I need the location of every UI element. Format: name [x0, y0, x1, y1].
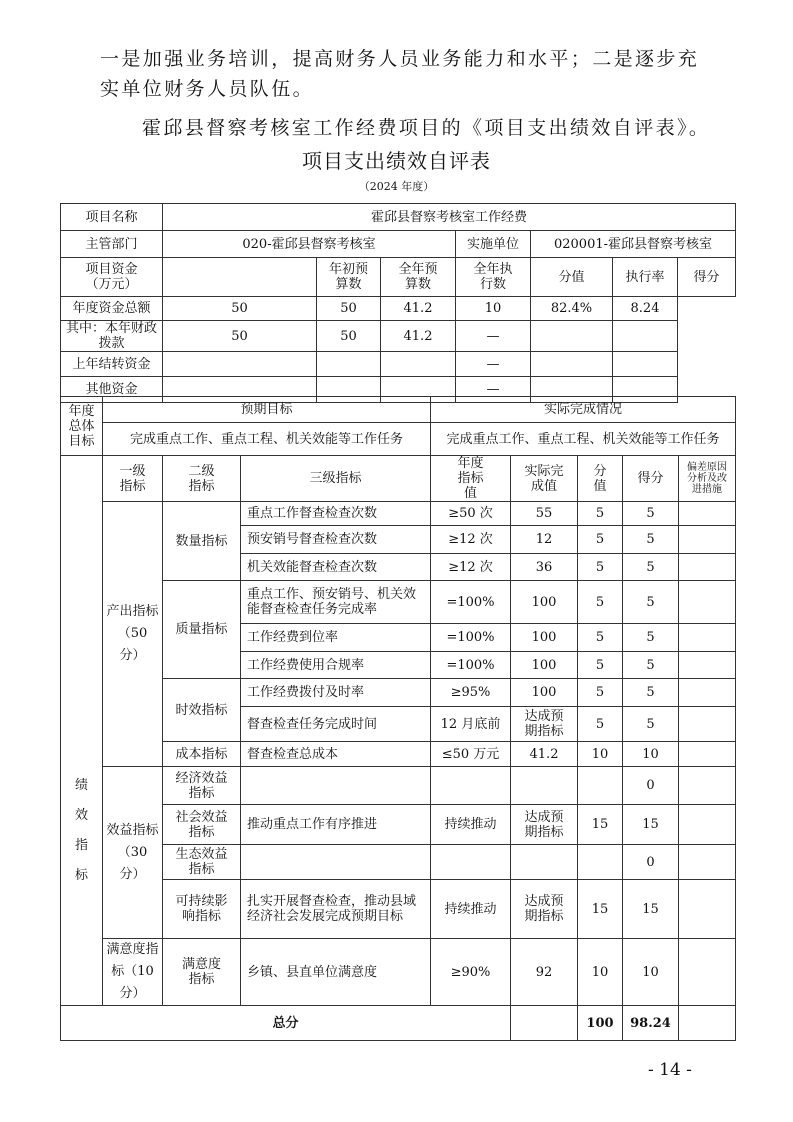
got-score: 0: [623, 845, 679, 880]
funds-header-text: 年初预算数: [328, 262, 368, 292]
target-value: ≥90%: [431, 939, 511, 1006]
level2-indicator: [163, 939, 241, 1006]
target-value: 持续推动: [431, 880, 511, 939]
actual-value-text: 100: [531, 594, 557, 610]
funds-header-blank: [163, 258, 317, 297]
score-value: [578, 845, 623, 880]
got-score: 5: [623, 624, 679, 652]
deviation-note: [679, 845, 736, 880]
indicator-row: [61, 742, 736, 767]
funds-header: 分值: [531, 258, 613, 297]
level2-indicator: [163, 880, 241, 939]
level2-indicator: [163, 805, 241, 845]
level3-indicator: 工作经费拨付及时率: [241, 679, 431, 707]
level3-indicator: 乡镇、县直单位满意度: [241, 939, 431, 1006]
actual-value: [511, 526, 578, 554]
actual-value: [511, 581, 578, 624]
target-value: ≥12 次: [431, 554, 511, 581]
goals-label-text: 年度总体目标: [68, 403, 95, 449]
target-value: ≥12 次: [431, 526, 511, 554]
level3-indicator: [241, 845, 431, 880]
page-number: - 14 -: [648, 1060, 692, 1080]
level2-indicator: [163, 742, 241, 767]
actual-goal: 完成重点工作、重点工程、机关效能等工作任务: [431, 423, 736, 456]
indicator-header-text: 得分: [637, 471, 664, 486]
indicator-row: [61, 581, 736, 624]
funds-cell: 41.2: [381, 297, 456, 321]
funds-row: [61, 297, 736, 321]
level2-indicator-text: 质量指标: [175, 622, 228, 637]
target-value: =100%: [431, 624, 511, 652]
indicator-header-text: 年度指标值: [457, 456, 484, 501]
funds-header: 执行率: [613, 258, 678, 297]
indicator-row: [61, 502, 736, 526]
level2-indicator: [163, 502, 241, 581]
target-value: [431, 767, 511, 805]
deviation-note: [679, 880, 736, 939]
actual-value-text: 92: [535, 964, 553, 980]
level3-indicator: 督查检查总成本: [241, 742, 431, 767]
actual-value-text: 达成预期指标: [524, 809, 564, 840]
deviation-note: [679, 679, 736, 707]
deviation-note: [679, 805, 736, 845]
dept-label: 主管部门: [61, 231, 163, 258]
score-value: 15: [578, 805, 623, 845]
funds-row-name: 其中：本年财政拨款: [61, 321, 163, 352]
level2-indicator-text: 成本指标: [175, 746, 228, 762]
indicators-header-row: [61, 456, 736, 502]
target-value: [431, 845, 511, 880]
performance-indicators-text: 绩效指标: [74, 777, 88, 883]
indicator-row: [61, 939, 736, 1006]
level3-indicator: 工作经费到位率: [241, 624, 431, 652]
indicator-header: [511, 456, 578, 502]
actual-value-text: 41.2: [529, 746, 559, 762]
actual-value: [511, 707, 578, 742]
funds-cell: [531, 321, 613, 352]
got-score: 15: [623, 805, 679, 845]
level1-indicator: [103, 502, 163, 767]
indicator-header: [103, 456, 163, 502]
level2-indicator: [163, 767, 241, 805]
indicator-header-text: 三级指标: [309, 471, 362, 486]
goals-table: [60, 396, 736, 456]
actual-value-text: 达成预期指标: [524, 709, 564, 739]
unit-value: 020001-霍邱县督察考核室: [531, 231, 736, 258]
got-score: 5: [623, 526, 679, 554]
unit-label: 实施单位: [456, 231, 531, 258]
indicator-row: [61, 805, 736, 845]
funds-table: [60, 203, 736, 403]
deviation-note: [679, 554, 736, 581]
actual-value: [511, 767, 578, 805]
score-value: 10: [578, 742, 623, 767]
got-score: 5: [623, 707, 679, 742]
total-score: 100: [578, 1006, 623, 1041]
deviation-note: [679, 526, 736, 554]
level3-indicator: 重点工作督查检查次数: [241, 502, 431, 526]
page-title: 项目支出绩效自评表: [302, 149, 491, 173]
level1-indicator-text: 产出指标（50 分）: [106, 604, 159, 663]
indicator-header-text: 实际完成值: [524, 463, 564, 494]
funds-header: [381, 258, 456, 297]
actual-value: [511, 679, 578, 707]
actual-value-text: 100: [531, 685, 557, 700]
goals-label: [61, 397, 103, 456]
total-note: [679, 1006, 736, 1041]
actual-value-text: 达成预期指标: [524, 894, 564, 924]
actual-value: [511, 880, 578, 939]
indicator-row: [61, 767, 736, 805]
funds-cell: [613, 321, 678, 352]
funds-header-text: 全年预算数: [398, 262, 438, 292]
funds-cell: 50: [163, 321, 317, 352]
funds-header-text: 全年执行数: [473, 262, 513, 292]
score-value: 5: [578, 526, 623, 554]
total-got: 98.24: [623, 1006, 679, 1041]
level2-indicator: [163, 845, 241, 880]
score-value: 5: [578, 502, 623, 526]
level3-indicator: 扎实开展督查检查，推动县域经济社会发展完成预期目标: [241, 880, 431, 939]
actual-value-text: 100: [531, 630, 557, 645]
funds-cell: [613, 352, 678, 377]
funds-header: [456, 258, 531, 297]
intro-line: 霍邱县督察考核室工作经费项目的《项目支出绩效自评表》。: [142, 117, 711, 139]
score-value: 5: [578, 581, 623, 624]
project-name: 霍邱县督察考核室工作经费: [163, 204, 736, 231]
deviation-note: [679, 707, 736, 742]
actual-value: [511, 805, 578, 845]
got-score: 5: [623, 652, 679, 679]
funds-cell: 10: [456, 297, 531, 321]
score-value: 5: [578, 707, 623, 742]
level2-indicator-text: 可持续影响指标: [175, 894, 228, 924]
deviation-note: [679, 767, 736, 805]
indicator-header: [163, 456, 241, 502]
got-score: 15: [623, 880, 679, 939]
funds-label: [61, 258, 163, 297]
funds-cell: 82.4%: [531, 297, 613, 321]
level2-indicator: [163, 679, 241, 742]
level3-indicator: [241, 767, 431, 805]
level3-indicator: 预安销号督查检查次数: [241, 526, 431, 554]
actual-value: [511, 502, 578, 526]
indicator-row: [61, 679, 736, 707]
funds-cell: 50: [163, 297, 317, 321]
score-value: 5: [578, 679, 623, 707]
total-row: [61, 1006, 736, 1041]
funds-cell: [381, 352, 456, 377]
expected-goal: 完成重点工作、重点工程、机关效能等工作任务: [103, 423, 431, 456]
target-value: =100%: [431, 581, 511, 624]
level2-indicator-text: 生态效益指标: [175, 847, 228, 877]
deviation-note: [679, 742, 736, 767]
actual-value: [511, 624, 578, 652]
funds-row: [61, 321, 736, 352]
level2-indicator-text: 数量指标: [175, 533, 228, 549]
indicators-table: [60, 455, 736, 1041]
expected-goal-header: 预期目标: [103, 397, 431, 423]
actual-value: [511, 652, 578, 679]
indicator-header: [679, 456, 736, 502]
deviation-note: [679, 624, 736, 652]
funds-cell: 50: [317, 321, 381, 352]
indicator-header-text: 二级指标: [188, 463, 215, 494]
level3-indicator: 机关效能督查检查次数: [241, 554, 431, 581]
got-score: 10: [623, 939, 679, 1006]
performance-indicators-label: [61, 456, 103, 1006]
funds-label-text: 项目资金（万元）: [85, 262, 138, 292]
got-score: 0: [623, 767, 679, 805]
indicator-header-text: 一级指标: [119, 463, 146, 494]
funds-cell: 50: [317, 297, 381, 321]
actual-value-text: 12: [535, 532, 553, 547]
funds-row-name: 其他资金: [61, 377, 163, 403]
indicator-row: [61, 845, 736, 880]
actual-value: [511, 554, 578, 581]
score-value: 5: [578, 624, 623, 652]
actual-value: [511, 939, 578, 1006]
target-value: =100%: [431, 652, 511, 679]
intro-paragraph: 一是加强业务培训，提高财务人员业务能力和水平；二是逐步充实单位财务人员队伍。: [100, 48, 700, 100]
funds-header: 得分: [678, 258, 736, 297]
funds-cell: [317, 352, 381, 377]
indicator-header: [241, 456, 431, 502]
target-value: 持续推动: [431, 805, 511, 845]
level2-indicator: [163, 581, 241, 679]
score-value: [578, 767, 623, 805]
target-value: 12 月底前: [431, 707, 511, 742]
level1-indicator-text: 效益指标（30 分）: [106, 822, 159, 882]
level2-indicator-text: 满意度指标: [181, 957, 221, 987]
got-score: 5: [623, 581, 679, 624]
funds-cell: [531, 352, 613, 377]
indicator-header-text: 偏差原因分析及改进措施: [687, 462, 727, 495]
funds-row-name: 年度资金总额: [61, 297, 163, 321]
funds-row: [61, 352, 736, 377]
got-score: 5: [623, 679, 679, 707]
score-value: 10: [578, 939, 623, 1006]
level1-indicator: [103, 939, 163, 1006]
level3-indicator: 工作经费使用合规率: [241, 652, 431, 679]
level3-indicator: 督查检查任务完成时间: [241, 707, 431, 742]
indicator-header-text: 分值: [593, 463, 607, 494]
funds-cell: —: [456, 377, 531, 403]
actual-value-text: 36: [535, 559, 553, 575]
got-score: 5: [623, 502, 679, 526]
score-value: 5: [578, 652, 623, 679]
funds-cell: —: [456, 321, 531, 352]
indicator-header: [431, 456, 511, 502]
level2-indicator-text: 时效指标: [175, 702, 228, 718]
actual-value-text: 100: [531, 657, 557, 673]
dept-value: 020-霍邱县督察考核室: [163, 231, 456, 258]
level3-indicator: 推动重点工作有序推进: [241, 805, 431, 845]
indicator-row: [61, 880, 736, 939]
deviation-note: [679, 652, 736, 679]
target-value: ≤50 万元: [431, 742, 511, 767]
level2-indicator-text: 社会效益指标: [175, 809, 228, 840]
actual-value: [511, 845, 578, 880]
deviation-note: [679, 939, 736, 1006]
actual-value-text: 55: [535, 506, 553, 521]
project-name-label: 项目名称: [61, 204, 163, 231]
funds-cell: 41.2: [381, 321, 456, 352]
target-value: ≥50 次: [431, 502, 511, 526]
got-score: 5: [623, 554, 679, 581]
actual-goal-header: 实际完成情况: [431, 397, 736, 423]
indicator-header: [623, 456, 679, 502]
total-blank: [511, 1006, 578, 1041]
deviation-note: [679, 581, 736, 624]
actual-value: [511, 742, 578, 767]
score-value: 5: [578, 554, 623, 581]
funds-cell: [163, 352, 317, 377]
total-label: 总分: [61, 1006, 511, 1041]
deviation-note: [679, 502, 736, 526]
funds-header: [317, 258, 381, 297]
year-label: （2024 年度）: [358, 180, 435, 193]
level2-indicator-text: 经济效益指标: [175, 770, 228, 801]
funds-row-name: 上年结转资金: [61, 352, 163, 377]
level1-indicator-text: 满意度指标（10 分）: [106, 942, 159, 1001]
target-value: ≥95%: [431, 679, 511, 707]
funds-cell: —: [456, 352, 531, 377]
score-value: 15: [578, 880, 623, 939]
level3-indicator: 重点工作、预安销号、机关效能督查检查任务完成率: [241, 581, 431, 624]
indicator-header: [578, 456, 623, 502]
funds-cell: 8.24: [613, 297, 678, 321]
level1-indicator: [103, 767, 163, 939]
got-score: 10: [623, 742, 679, 767]
